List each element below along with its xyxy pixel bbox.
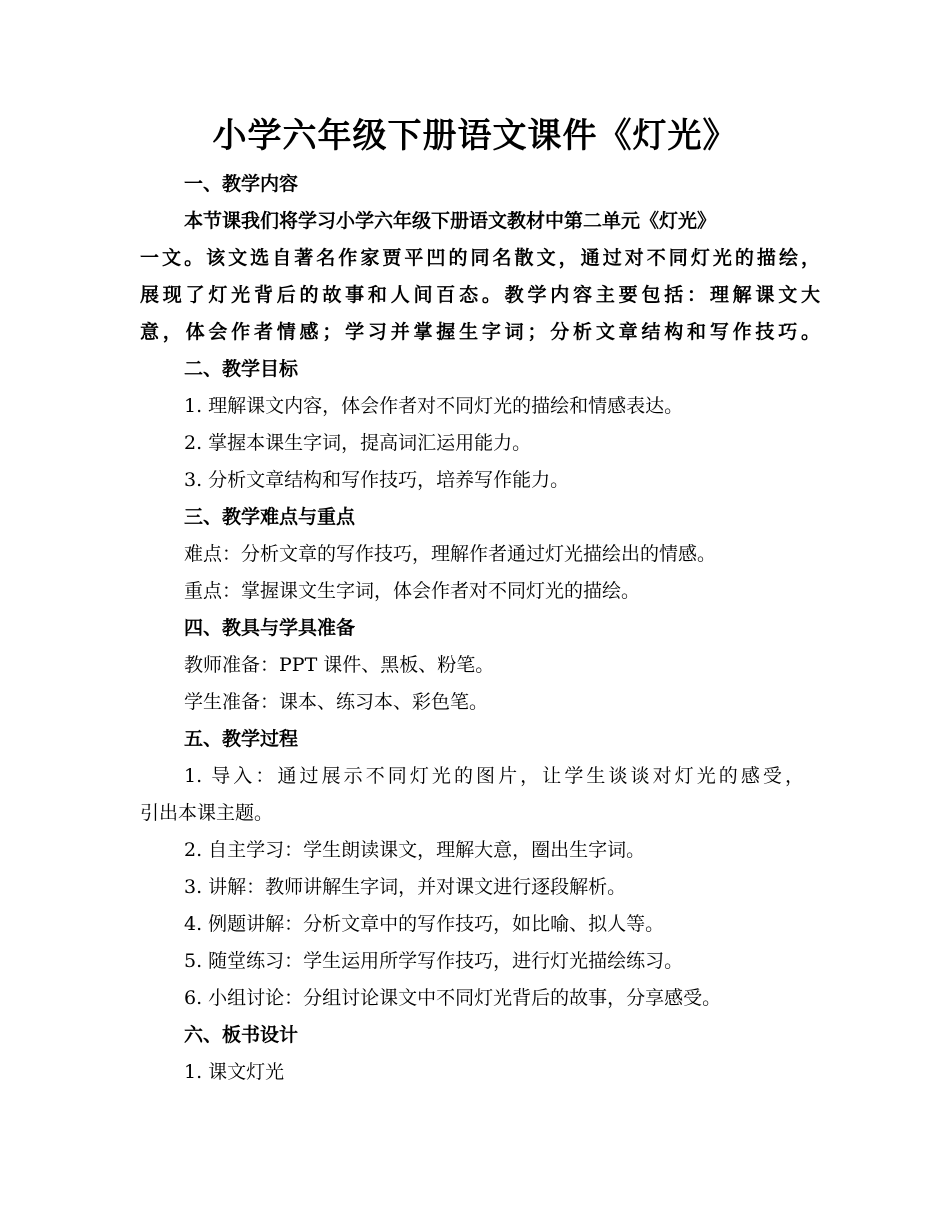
paragraph-line: 意，体会作者情感；学习并掌握生字词；分析文章结构和写作技巧。 [140, 321, 820, 343]
list-item: 1. 理解课文内容，体会作者对不同灯光的描绘和情感表达。 [184, 395, 684, 417]
list-item: 6. 小组讨论：分组讨论课文中不同灯光背后的故事，分享感受。 [184, 987, 722, 1009]
list-item: 2. 自主学习：学生朗读课文，理解大意，圈出生字词。 [184, 839, 646, 861]
list-item: 1. 课文灯光 [184, 1061, 285, 1083]
paragraph-line: 一文。该文选自著名作家贾平凹的同名散文，通过对不同灯光的描绘， [140, 247, 820, 269]
list-item: 3. 讲解：教师讲解生字词，并对课文进行逐段解析。 [184, 876, 627, 898]
list-item-continuation: 引出本课主题。 [140, 802, 274, 824]
section-heading-3: 三、教学难点与重点 [184, 506, 356, 528]
list-item: 2. 掌握本课生字词，提高词汇运用能力。 [184, 432, 532, 454]
section-heading-1: 一、教学内容 [184, 173, 299, 195]
section-heading-6: 六、板书设计 [184, 1024, 299, 1046]
list-item: 1. 导入：通过展示不同灯光的图片，让学生谈谈对灯光的感受， [184, 765, 804, 787]
paragraph-line: 本节课我们将学习小学六年级下册语文教材中第二单元《灯光》 [184, 210, 717, 232]
document-title: 小学六年级下册语文课件《灯光》 [212, 116, 738, 156]
section-heading-2: 二、教学目标 [184, 358, 299, 380]
section-heading-5: 五、教学过程 [184, 728, 299, 750]
list-item: 4. 例题讲解：分析文章中的写作技巧，如比喻、拟人等。 [184, 913, 665, 935]
list-item: 重点：掌握课文生字词，体会作者对不同灯光的描绘。 [184, 580, 641, 602]
list-item: 难点：分析文章的写作技巧，理解作者通过灯光描绘出的情感。 [184, 543, 717, 565]
list-item: 学生准备：课本、练习本、彩色笔。 [184, 691, 489, 713]
list-item: 5. 随堂练习：学生运用所学写作技巧，进行灯光描绘练习。 [184, 950, 684, 972]
section-heading-4: 四、教具与学具准备 [184, 617, 356, 639]
paragraph-line: 展现了灯光背后的故事和人间百态。教学内容主要包括：理解课文大 [140, 284, 820, 306]
list-item: 教师准备：PPT 课件、黑板、粉笔。 [184, 654, 495, 676]
list-item: 3. 分析文章结构和写作技巧，培养写作能力。 [184, 469, 570, 491]
